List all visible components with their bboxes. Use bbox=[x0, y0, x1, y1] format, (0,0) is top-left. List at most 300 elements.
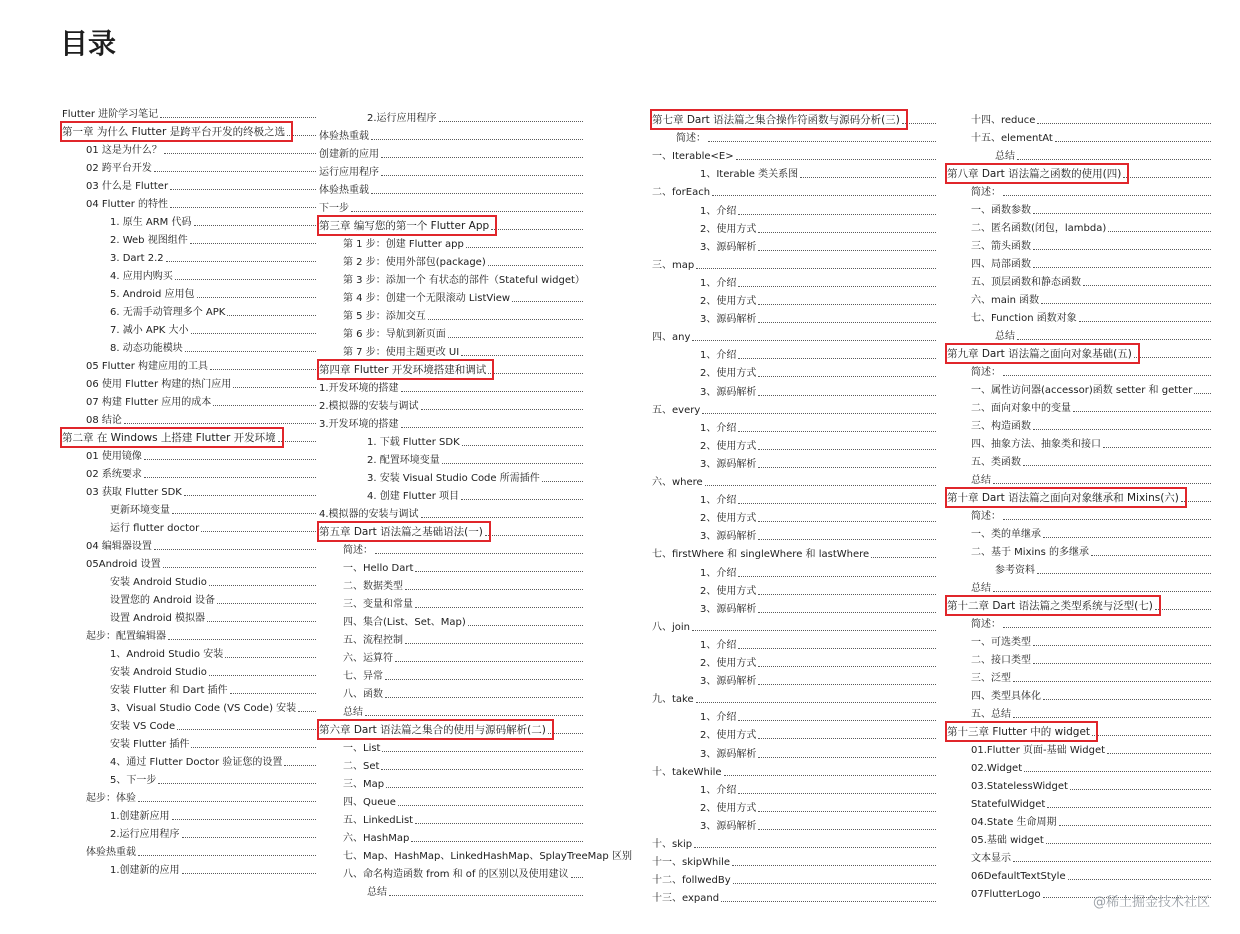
dot-leader bbox=[461, 355, 583, 356]
toc-entry bbox=[343, 828, 583, 845]
dot-leader bbox=[1103, 447, 1211, 448]
toc-entry bbox=[971, 290, 1211, 307]
dot-leader bbox=[1181, 501, 1211, 502]
toc-entry bbox=[700, 363, 936, 380]
dot-leader bbox=[298, 711, 316, 712]
toc-entry-text: 二、匿名函数(闭包，lambda) bbox=[971, 223, 1107, 234]
dot-leader bbox=[442, 463, 583, 464]
toc-entry bbox=[319, 126, 583, 143]
toc-chapter-heading bbox=[947, 344, 1211, 361]
dot-leader bbox=[1003, 375, 1211, 376]
toc-entry bbox=[110, 734, 316, 751]
toc-entry bbox=[700, 454, 936, 471]
toc-entry bbox=[110, 752, 316, 769]
toc-entry-text: 08 结论 bbox=[86, 415, 122, 426]
dot-leader bbox=[213, 405, 316, 406]
toc-entry-text: 三、构造函数 bbox=[971, 421, 1031, 432]
toc-entry bbox=[971, 686, 1211, 703]
toc-entry bbox=[971, 182, 1211, 199]
toc-entry bbox=[971, 632, 1211, 649]
toc-entry bbox=[343, 234, 583, 251]
toc-entry bbox=[62, 104, 316, 121]
toc-entry-text: 一、类的单继承 bbox=[971, 529, 1041, 540]
toc-entry bbox=[700, 725, 936, 742]
dot-leader bbox=[488, 373, 583, 374]
toc-entry bbox=[700, 780, 936, 797]
dot-leader bbox=[201, 531, 316, 532]
dot-leader bbox=[1043, 699, 1211, 700]
toc-entry-text: 一、Iterable<E> bbox=[652, 151, 734, 163]
dot-leader bbox=[542, 481, 583, 482]
dot-leader bbox=[124, 423, 316, 424]
dot-leader bbox=[738, 358, 936, 359]
toc-entry bbox=[343, 792, 583, 809]
toc-entry-text: 3、源码解析 bbox=[700, 458, 757, 470]
dot-leader bbox=[461, 499, 583, 500]
toc-entry-text: 4. 创建 Flutter 项目 bbox=[367, 491, 460, 502]
toc-entry bbox=[700, 526, 936, 543]
toc-entry bbox=[319, 414, 583, 431]
dot-leader bbox=[738, 576, 936, 577]
toc-entry-text: 01 这是为什么？ bbox=[86, 145, 162, 156]
dot-leader bbox=[738, 503, 936, 504]
dot-leader bbox=[758, 521, 936, 522]
toc-entry bbox=[971, 848, 1211, 865]
dot-leader bbox=[154, 171, 316, 172]
toc-entry-text: 2、使用方式 bbox=[700, 730, 757, 742]
dot-leader bbox=[177, 729, 316, 730]
dot-leader bbox=[993, 483, 1211, 484]
toc-entry bbox=[971, 470, 1211, 487]
toc-entry bbox=[700, 418, 936, 435]
toc-entry bbox=[110, 590, 316, 607]
toc-entry bbox=[86, 482, 316, 499]
dot-leader bbox=[154, 549, 316, 550]
toc-entry bbox=[700, 219, 936, 236]
dot-leader bbox=[1068, 879, 1211, 880]
toc-entry-text: 1、介绍 bbox=[700, 784, 737, 796]
toc-entry-text: 3、Visual Studio Code (VS Code) 安装 bbox=[110, 703, 297, 714]
dot-leader bbox=[164, 153, 316, 154]
toc-entry bbox=[971, 740, 1211, 757]
dot-leader bbox=[1013, 717, 1211, 718]
dot-leader bbox=[1194, 393, 1211, 394]
toc-entry-text: 七、Map、HashMap、LinkedHashMap、SplayTreeMap 区别 bbox=[343, 851, 632, 862]
toc-entry-text: 体验热重载 bbox=[319, 185, 369, 196]
toc-entry-text: 七、firstWhere 和 singleWhere 和 lastWhere bbox=[652, 549, 870, 561]
dot-leader bbox=[197, 297, 316, 298]
dot-leader bbox=[166, 261, 316, 262]
dot-leader bbox=[733, 883, 936, 884]
dot-leader bbox=[462, 445, 583, 446]
dot-leader bbox=[375, 553, 583, 554]
toc-entry-text: 3、源码解析 bbox=[700, 676, 757, 688]
toc-entry bbox=[652, 888, 936, 905]
toc-entry-text: 第五章 Dart 语法篇之基础语法(一) bbox=[319, 526, 483, 538]
toc-entry bbox=[652, 689, 936, 706]
dot-leader bbox=[1013, 681, 1211, 682]
toc-entry-text: 2、使用方式 bbox=[700, 585, 757, 597]
toc-entry-text: 第 1 步：创建 Flutter app bbox=[343, 239, 464, 250]
toc-entry bbox=[343, 702, 583, 719]
toc-entry-text: 1. 原生 ARM 代码 bbox=[110, 217, 192, 228]
toc-entry-text: 十二、follwedBy bbox=[652, 875, 731, 887]
dot-leader bbox=[398, 805, 583, 806]
toc-entry bbox=[971, 398, 1211, 415]
toc-entry bbox=[86, 176, 316, 193]
toc-entry bbox=[319, 378, 583, 395]
toc-entry bbox=[652, 762, 936, 779]
toc-entry-text: 07FlutterLogo bbox=[971, 889, 1041, 900]
toc-entry bbox=[343, 324, 583, 341]
dot-leader bbox=[696, 268, 936, 269]
dot-leader bbox=[708, 141, 936, 142]
toc-entry-text: 三、map bbox=[652, 259, 695, 271]
dot-leader bbox=[1155, 609, 1211, 610]
toc-entry bbox=[110, 770, 316, 787]
toc-entry bbox=[343, 306, 583, 323]
toc-entry-text: 安装 Android Studio bbox=[110, 667, 207, 678]
dot-leader bbox=[738, 286, 936, 287]
dot-leader bbox=[415, 607, 583, 608]
toc-entry bbox=[971, 416, 1211, 433]
watermark-text: @稀土掘金技术社区 bbox=[1092, 895, 1210, 910]
dot-leader bbox=[758, 811, 936, 812]
toc-entry bbox=[110, 608, 316, 625]
dot-leader bbox=[385, 697, 583, 698]
toc-entry bbox=[995, 560, 1211, 577]
dot-leader bbox=[365, 715, 583, 716]
toc-entry-text: 四、Queue bbox=[343, 797, 396, 808]
toc-entry-text: 3. Dart 2.2 bbox=[110, 253, 164, 264]
toc-entry-text: 3、源码解析 bbox=[700, 386, 757, 398]
toc-entry bbox=[319, 144, 583, 161]
toc-entry bbox=[700, 707, 936, 724]
toc-entry bbox=[343, 864, 583, 881]
toc-entry bbox=[971, 812, 1211, 829]
toc-entry bbox=[971, 128, 1211, 145]
dot-leader bbox=[1091, 555, 1211, 556]
dot-leader bbox=[381, 157, 583, 158]
toc-entry bbox=[971, 200, 1211, 217]
dot-leader bbox=[175, 279, 316, 280]
toc-entry-text: 2、使用方式 bbox=[700, 440, 757, 452]
dot-leader bbox=[1070, 789, 1211, 790]
dot-leader bbox=[287, 135, 316, 136]
toc-entry-text: 简述： bbox=[971, 187, 1001, 198]
dot-leader bbox=[389, 895, 583, 896]
dot-leader bbox=[401, 391, 583, 392]
toc-entry-text: 二、数据类型 bbox=[343, 581, 403, 592]
toc-entry bbox=[995, 326, 1211, 343]
toc-entry-text: 3、源码解析 bbox=[700, 820, 757, 832]
toc-entry bbox=[700, 201, 936, 218]
toc-entry-text: 2、使用方式 bbox=[700, 296, 757, 307]
toc-entry bbox=[652, 400, 936, 417]
toc-entry-text: 三、Map bbox=[343, 779, 385, 790]
toc-entry bbox=[86, 446, 316, 463]
toc-entry bbox=[676, 128, 936, 145]
toc-entry bbox=[652, 834, 936, 851]
dot-leader bbox=[209, 675, 316, 676]
dot-leader bbox=[758, 738, 936, 739]
dot-leader bbox=[172, 819, 316, 820]
dot-leader bbox=[401, 427, 583, 428]
dot-leader bbox=[381, 769, 583, 770]
dot-leader bbox=[758, 449, 936, 450]
toc-entry bbox=[110, 644, 316, 661]
toc-entry-text: 3、源码解析 bbox=[700, 241, 757, 253]
toc-entry-text: 四、集合(List、Set、Map) bbox=[343, 617, 466, 628]
dot-leader bbox=[209, 585, 316, 586]
dot-leader bbox=[488, 265, 583, 266]
toc-entry-text: 参考资料 bbox=[995, 565, 1035, 576]
dot-leader bbox=[1023, 465, 1211, 466]
toc-entry-text: 第 3 步：添加一个 有状态的部件（Stateful widget） bbox=[343, 275, 585, 286]
dot-leader bbox=[415, 571, 583, 572]
toc-entry bbox=[971, 308, 1211, 325]
dot-leader bbox=[1107, 753, 1211, 754]
page-title: 目录 bbox=[60, 27, 117, 60]
toc-entry-text: 第 4 步：创建一个无限滚动 ListView bbox=[343, 293, 511, 304]
toc-entry-text: 2. 配置环境变量 bbox=[367, 455, 440, 466]
dot-leader bbox=[1134, 357, 1211, 358]
toc-entry bbox=[110, 212, 316, 229]
toc-entry-text: StatefulWidget bbox=[971, 799, 1046, 810]
dot-leader bbox=[1083, 285, 1211, 286]
toc-entry-text: 十四、reduce bbox=[971, 115, 1036, 126]
dot-leader bbox=[172, 513, 316, 514]
dot-leader bbox=[758, 232, 936, 233]
toc-entry-text: 十、skip bbox=[652, 839, 693, 850]
toc-entry-text: 1、Iterable 类关系图 bbox=[700, 169, 799, 181]
toc-entry bbox=[652, 182, 936, 199]
toc-chapter-heading bbox=[652, 110, 936, 127]
toc-entry-text: 五、顶层函数和静态函数 bbox=[971, 277, 1081, 288]
dot-leader bbox=[217, 603, 316, 604]
toc-entry-text: 1、介绍 bbox=[700, 422, 737, 434]
dot-leader bbox=[439, 121, 583, 122]
toc-entry-text: 三、箭头函数 bbox=[971, 241, 1031, 252]
dot-leader bbox=[738, 793, 936, 794]
toc-entry-text: 七、Function 函数对象 bbox=[971, 313, 1077, 324]
dot-leader bbox=[738, 648, 936, 649]
dot-leader bbox=[1013, 861, 1211, 862]
dot-leader bbox=[1033, 267, 1211, 268]
dot-leader bbox=[758, 539, 936, 540]
toc-entry bbox=[319, 504, 583, 521]
toc-entry-text: 5、下一步 bbox=[110, 775, 157, 786]
toc-entry-text: 体验热重载 bbox=[86, 847, 136, 858]
dot-leader bbox=[371, 193, 583, 194]
toc-entry-text: 5. Android 应用包 bbox=[110, 289, 195, 300]
toc-entry-text: 四、any bbox=[652, 332, 691, 344]
toc-entry-text: 简述： bbox=[971, 367, 1001, 378]
toc-entry-text: 四、类型具体化 bbox=[971, 691, 1041, 702]
toc-entry bbox=[700, 345, 936, 362]
dot-leader bbox=[421, 517, 583, 518]
toc-entry-text: 06 使用 Flutter 构建的热门应用 bbox=[86, 379, 232, 390]
toc-chapter-heading bbox=[947, 722, 1211, 739]
toc-entry bbox=[110, 230, 316, 247]
toc-entry bbox=[700, 309, 936, 326]
toc-entry-text: 第 2 步：使用外部包(package) bbox=[343, 257, 486, 268]
dot-leader bbox=[571, 877, 583, 878]
toc-entry bbox=[343, 666, 583, 683]
toc-chapter-heading bbox=[319, 360, 583, 377]
toc-entry bbox=[319, 396, 583, 413]
toc-entry-text: 四、局部函数 bbox=[971, 259, 1031, 270]
dot-leader bbox=[163, 567, 316, 568]
toc-entry bbox=[971, 578, 1211, 595]
toc-entry-text: 3、源码解析 bbox=[700, 531, 757, 543]
toc-entry-text: 04.State 生命周期 bbox=[971, 817, 1057, 828]
dot-leader bbox=[1003, 519, 1211, 520]
dot-leader bbox=[1041, 303, 1211, 304]
toc-entry-text: 总结 bbox=[971, 475, 991, 486]
toc-entry-text: 第七章 Dart 语法篇之集合操作符函数与源码分析(三) bbox=[652, 114, 900, 126]
toc-entry-text: 3.开发环境的搭建 bbox=[319, 419, 399, 430]
toc-entry bbox=[700, 599, 936, 616]
dot-leader bbox=[758, 395, 936, 396]
toc-entry-text: 07 构建 Flutter 应用的成本 bbox=[86, 397, 212, 408]
toc-entry-text: 2、使用方式 bbox=[700, 802, 757, 814]
toc-entry-text: 1、介绍 bbox=[700, 205, 737, 217]
toc-entry bbox=[110, 680, 316, 697]
toc-entry-text: 一、函数参数 bbox=[971, 205, 1031, 216]
toc-entry bbox=[367, 486, 583, 503]
toc-entry bbox=[343, 612, 583, 629]
dot-leader bbox=[485, 535, 583, 536]
toc-entry bbox=[652, 617, 936, 634]
dot-leader bbox=[182, 873, 316, 874]
dot-leader bbox=[758, 467, 936, 468]
dot-leader bbox=[1108, 231, 1211, 232]
toc-entry-text: 3、源码解析 bbox=[700, 603, 757, 615]
toc-entry bbox=[700, 237, 936, 254]
toc-entry-text: 第十章 Dart 语法篇之面向对象继承和 Mixins(六) bbox=[947, 492, 1179, 504]
dot-leader bbox=[466, 247, 583, 248]
toc-entry-text: 运行应用程序 bbox=[319, 167, 379, 178]
dot-leader bbox=[738, 720, 936, 721]
toc-entry-text: 五、流程控制 bbox=[343, 635, 403, 646]
toc-entry bbox=[86, 788, 316, 805]
toc-entry bbox=[343, 342, 583, 359]
toc-entry bbox=[110, 716, 316, 733]
toc-entry-text: 02 跨平台开发 bbox=[86, 163, 152, 174]
dot-leader bbox=[1037, 573, 1211, 574]
toc-entry-text: 1.创建新的应用 bbox=[110, 865, 180, 876]
dot-leader bbox=[351, 211, 583, 212]
dot-leader bbox=[1003, 627, 1211, 628]
dot-leader bbox=[160, 117, 316, 118]
toc-entry bbox=[343, 558, 583, 575]
toc-entry-text: 4.模拟器的安装与调试 bbox=[319, 509, 419, 520]
toc-entry-text: 六、运算符 bbox=[343, 653, 393, 664]
toc-entry-text: 安装 Flutter 和 Dart 插件 bbox=[110, 685, 228, 696]
dot-leader bbox=[732, 865, 936, 866]
toc-entry-text: 下一步 bbox=[319, 203, 349, 214]
dot-leader bbox=[1055, 141, 1211, 142]
toc-chapter-heading bbox=[319, 720, 583, 737]
dot-leader bbox=[800, 177, 936, 178]
toc-entry bbox=[971, 668, 1211, 685]
dot-leader bbox=[705, 485, 936, 486]
toc-chapter-heading bbox=[319, 522, 583, 539]
toc-entry bbox=[971, 758, 1211, 775]
toc-entry-text: 设置 Android 模拟器 bbox=[110, 613, 206, 624]
toc-entry-text: 文本显示 bbox=[971, 853, 1011, 864]
toc-entry-text: 01 使用镜像 bbox=[86, 451, 142, 462]
dot-leader bbox=[871, 557, 936, 558]
dot-leader bbox=[1059, 825, 1211, 826]
dot-leader bbox=[1046, 843, 1211, 844]
toc-entry-text: 安装 Flutter 插件 bbox=[110, 739, 190, 750]
toc-entry bbox=[110, 824, 316, 841]
toc-entry bbox=[700, 798, 936, 815]
dot-leader bbox=[1033, 429, 1211, 430]
toc-entry bbox=[86, 410, 316, 427]
dot-leader bbox=[1123, 177, 1211, 178]
toc-entry bbox=[343, 684, 583, 701]
dot-leader bbox=[227, 315, 316, 316]
toc-entry-text: 04 编辑器设置 bbox=[86, 541, 152, 552]
toc-entry-text: 1、Android Studio 安装 bbox=[110, 649, 224, 660]
toc-entry bbox=[652, 544, 936, 561]
toc-entry bbox=[110, 320, 316, 337]
dot-leader bbox=[758, 304, 936, 305]
toc-entry bbox=[700, 291, 936, 308]
toc-entry-text: 十三、expand bbox=[652, 893, 720, 905]
toc-entry bbox=[343, 846, 632, 863]
dot-leader bbox=[185, 351, 316, 352]
toc-entry bbox=[971, 236, 1211, 253]
dot-leader bbox=[758, 684, 936, 685]
dot-leader bbox=[1024, 771, 1211, 772]
toc-entry-text: 6. 无需手动管理多个 APK bbox=[110, 307, 226, 318]
toc-entry bbox=[971, 830, 1211, 847]
dot-leader bbox=[696, 702, 936, 703]
toc-entry bbox=[700, 382, 936, 399]
dot-leader bbox=[694, 847, 936, 848]
toc-entry-text: 01.Flutter 页面-基础 Widget bbox=[971, 745, 1106, 756]
dot-leader bbox=[386, 787, 583, 788]
dot-leader bbox=[1017, 159, 1211, 160]
dot-leader bbox=[1033, 213, 1211, 214]
toc-entry bbox=[652, 870, 936, 887]
dot-leader bbox=[170, 207, 316, 208]
toc-entry bbox=[86, 392, 316, 409]
dot-leader bbox=[512, 301, 583, 302]
toc-entry bbox=[652, 146, 936, 163]
toc-entry-text: 五、LinkedList bbox=[343, 815, 414, 826]
toc-entry bbox=[319, 180, 583, 197]
toc-entry-text: 八、函数 bbox=[343, 689, 383, 700]
toc-entry-text: 总结 bbox=[995, 151, 1015, 162]
toc-entry bbox=[700, 816, 936, 833]
dot-leader bbox=[1073, 411, 1211, 412]
toc-entry-text: 三、变量和常量 bbox=[343, 599, 413, 610]
toc-entry-text: 第六章 Dart 语法篇之集合的使用与源码解析(二) bbox=[319, 724, 546, 736]
toc-entry bbox=[343, 252, 583, 269]
dot-leader bbox=[758, 322, 936, 323]
toc-entry bbox=[367, 468, 583, 485]
toc-entry-text: 第八章 Dart 语法篇之函数的使用(四) bbox=[947, 168, 1122, 180]
toc-image bbox=[55, 96, 1225, 904]
dot-leader bbox=[1017, 339, 1211, 340]
toc-entry-text: 02.Widget bbox=[971, 763, 1023, 774]
toc-entry bbox=[86, 842, 316, 859]
